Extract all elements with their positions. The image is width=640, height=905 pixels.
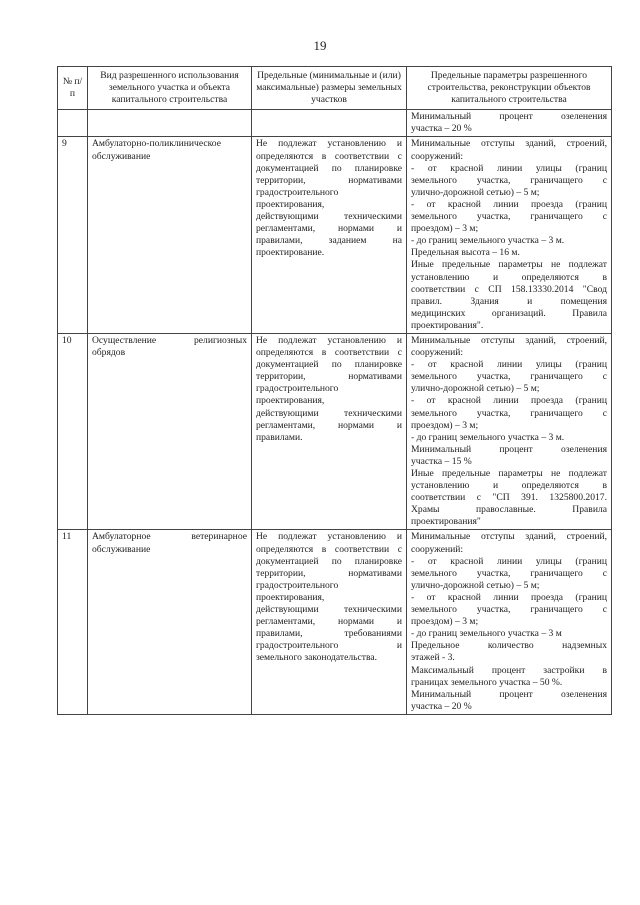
plot-sizes-line: Не подлежат установлению и: [256, 531, 402, 543]
use-type-line: обрядов: [92, 347, 126, 359]
param-paragraph: [411, 432, 607, 444]
param-paragraph: [411, 235, 607, 247]
plot-sizes-line: документацией по планировке: [256, 359, 402, 371]
param-line: - от красной линии улицы (границ: [411, 555, 607, 567]
param-line: участка – 20 %: [411, 123, 472, 135]
param-paragraph: [411, 468, 607, 528]
param-line: земельного участка, граничащего с: [411, 211, 607, 223]
plot-sizes-line: градостроительного: [256, 383, 339, 395]
param-line: земельного участка, граничащего с: [411, 407, 607, 419]
param-line: Предельное количество надземных: [411, 640, 607, 652]
param-line: Минимальный процент озеленения: [411, 111, 607, 123]
plot-sizes-line: проектирования,: [256, 395, 325, 407]
row-number: 10: [58, 333, 88, 530]
param-line: границах земельного участка – 50 %.: [411, 676, 563, 688]
param-paragraph: [411, 111, 607, 135]
param-line: улично-дорожной сетью) – 5 м;: [411, 383, 540, 395]
plot-sizes-line: проектирование.: [256, 247, 325, 259]
plot-sizes-line: регламентами, нормами и: [256, 419, 402, 431]
param-line: сооружений:: [411, 543, 464, 555]
param-line: проектирования": [411, 516, 481, 528]
row-number: 11: [58, 530, 88, 714]
param-line: Иные предельные параметры не подлежат: [411, 259, 607, 271]
param-paragraph: [411, 335, 607, 359]
param-paragraph: [411, 199, 607, 235]
param-line: сооружений:: [411, 347, 464, 359]
use-type-line: обслуживание: [92, 150, 151, 162]
plot-sizes-line: действующими техническими: [256, 407, 402, 419]
params-cell: [407, 137, 612, 334]
param-paragraph: [411, 163, 607, 199]
plot-sizes-line: действующими техническими: [256, 604, 402, 616]
param-paragraph: [411, 359, 607, 395]
param-line: участка – 15 %: [411, 455, 472, 467]
param-paragraph: [411, 592, 607, 628]
param-line: Минимальные отступы зданий, строений,: [411, 334, 607, 346]
param-line: Минимальный процент озеленения: [411, 443, 607, 455]
table-row-carry-over: [58, 110, 612, 137]
plot-sizes-line: земельного законодательства.: [256, 652, 378, 664]
param-line: установлению и определяются в: [411, 480, 607, 492]
use-type-cell: [88, 137, 252, 334]
param-line: проездом) – 3 м;: [411, 616, 479, 628]
param-line: правил. Здания и помещения: [411, 295, 607, 307]
plot-sizes-cell: [252, 530, 407, 714]
param-line: соответствии с СП 158.13330.2014 "Свод: [411, 283, 607, 295]
param-line: установлению и определяются в: [411, 271, 607, 283]
param-line: проектирования".: [411, 319, 484, 331]
row-number: 9: [58, 137, 88, 334]
param-line: улично-дорожной сетью) – 5 м;: [411, 579, 540, 591]
param-paragraph: [411, 138, 607, 162]
table-header-row: [58, 67, 612, 110]
header-number: № п/п: [58, 67, 88, 110]
use-type-line: Амбулаторное ветеринарное: [92, 531, 247, 543]
plot-sizes-line: правилами.: [256, 431, 303, 443]
param-line: этажей - 3.: [411, 652, 455, 664]
plot-sizes-line: территории, нормативами: [256, 371, 402, 383]
param-line: Храмы православные. Правила: [411, 504, 607, 516]
param-line: сооружений:: [411, 150, 464, 162]
param-line: - от красной линии улицы (границ: [411, 359, 607, 371]
param-line: Предельная высота – 16 м.: [411, 247, 520, 259]
param-line: - до границ земельного участка – 3 м: [411, 628, 562, 640]
param-line: Минимальный процент озеленения: [411, 688, 607, 700]
plot-sizes-line: действующими техническими: [256, 211, 402, 223]
use-type-line: Осуществление религиозных: [92, 334, 247, 346]
param-line: земельного участка, граничащего с: [411, 371, 607, 383]
param-paragraph: [411, 628, 607, 640]
plot-sizes-line: регламентами, нормами и: [256, 223, 402, 235]
table-row: [58, 137, 612, 334]
plot-sizes-line: проектирования,: [256, 591, 325, 603]
header-plot-sizes: Предельные (минимальные и (или) максимальные) размеры земельных участков: [252, 67, 407, 110]
param-line: медицинских организаций. Правила: [411, 307, 607, 319]
param-line: улично-дорожной сетью) – 5 м;: [411, 186, 540, 198]
param-line: земельного участка, граничащего с: [411, 604, 607, 616]
param-line: Максимальный процент застройки в: [411, 664, 607, 676]
param-paragraph: [411, 531, 607, 555]
plot-sizes-line: территории, нормативами: [256, 174, 402, 186]
header-use-type: Вид разрешенного использования земельного участка и объекта капитального строительства: [88, 67, 252, 110]
param-paragraph: [411, 259, 607, 332]
param-paragraph: [411, 689, 607, 713]
plot-sizes-line: документацией по планировке: [256, 555, 402, 567]
param-line: - от красной линии улицы (границ: [411, 162, 607, 174]
plot-sizes-line: проектирования,: [256, 198, 325, 210]
plot-sizes-line: определяются в соответствии с: [256, 347, 402, 359]
plot-sizes-line: градостроительного: [256, 186, 339, 198]
params-cell: [407, 333, 612, 530]
table-row: [58, 333, 612, 530]
page-number: 19: [313, 38, 327, 53]
param-line: проездом) – 3 м;: [411, 223, 479, 235]
param-line: - от красной линии проезда (границ: [411, 395, 607, 407]
plot-sizes-line: Не подлежат установлению и: [256, 138, 402, 150]
use-type-cell: [88, 333, 252, 530]
param-line: - до границ земельного участка – 3 м.: [411, 431, 565, 443]
plot-sizes-line: градостроительного: [256, 579, 339, 591]
plot-sizes-line: определяются в соответствии с: [256, 543, 402, 555]
plot-sizes-line: территории, нормативами: [256, 567, 402, 579]
param-line: Минимальные отступы зданий, строений,: [411, 138, 607, 150]
use-type-line: Амбулаторно-поликлиническое: [92, 138, 221, 150]
param-line: участка – 20 %: [411, 700, 472, 712]
param-paragraph: [411, 247, 607, 259]
header-construction-params: Предельные параметры разрешенного строительства, реконструкции объектов капитального строительства: [407, 67, 612, 110]
plot-sizes-line: регламентами, нормами и: [256, 616, 402, 628]
param-paragraph: [411, 640, 607, 664]
param-line: земельного участка, граничащего с: [411, 174, 607, 186]
param-paragraph: [411, 444, 607, 468]
param-line: - от красной линии проезда (границ: [411, 198, 607, 210]
param-paragraph: [411, 665, 607, 689]
plot-sizes-cell: [252, 333, 407, 530]
table-row: [58, 530, 612, 714]
plot-sizes-line: документацией по планировке: [256, 162, 402, 174]
param-line: Иные предельные параметры не подлежат: [411, 468, 607, 479]
param-line: - от красной линии проезда (границ: [411, 591, 607, 603]
plot-sizes-line: градостроительного и: [256, 640, 402, 652]
plot-sizes-cell: [252, 137, 407, 334]
param-line: соответствии с "СП 391. 1325800.2017.: [411, 492, 607, 504]
param-paragraph: [411, 556, 607, 592]
plot-sizes-line: правилами, требованиями: [256, 628, 402, 640]
plot-sizes-line: Не подлежат установлению и: [256, 334, 402, 346]
params-cell: [407, 530, 612, 714]
plot-sizes-line: правилами, заданием на: [256, 235, 402, 247]
use-type-line: обслуживание: [92, 543, 151, 555]
param-paragraph: [411, 395, 607, 431]
params-cell: [407, 110, 612, 137]
use-type-cell: [88, 530, 252, 714]
zoning-parameters-table: [57, 66, 612, 715]
plot-sizes-line: определяются в соответствии с: [256, 150, 402, 162]
param-line: - до границ земельного участка – 3 м.: [411, 235, 565, 247]
param-line: земельного участка, граничащего с: [411, 567, 607, 579]
param-line: Минимальные отступы зданий, строений,: [411, 531, 607, 543]
param-line: проездом) – 3 м;: [411, 419, 479, 431]
